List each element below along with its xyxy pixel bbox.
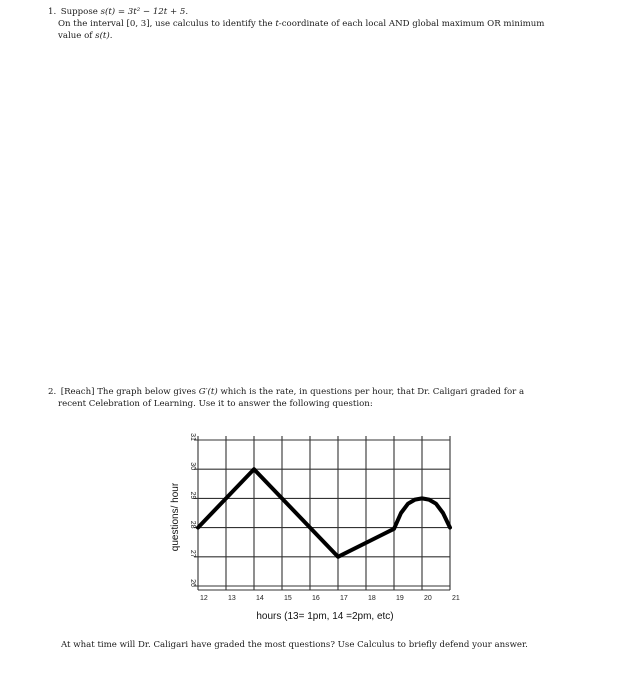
- x-tick-label: 12: [200, 595, 208, 602]
- graph-grid: [194, 436, 450, 590]
- question-1-suffix: -coordinate of each local AND global maximum OR minimum: [278, 19, 545, 29]
- x-tick-label: 20: [424, 595, 432, 602]
- x-tick-label: 17: [340, 595, 348, 602]
- question-2-text-b: which is the rate, in questions per hour, that Dr. Caligari graded for a: [220, 387, 525, 397]
- y-tick-label: 26: [189, 579, 196, 587]
- y-tick-label: 30: [189, 462, 196, 471]
- series-line: [198, 469, 450, 557]
- question-2-line2: recent Celebration of Learning. Use it to answer the following question:: [58, 399, 373, 409]
- y-tick-label: 31: [189, 433, 196, 441]
- graph-series: [198, 469, 450, 557]
- x-tick-label: 21: [452, 595, 460, 602]
- x-tick-label: 15: [284, 595, 292, 602]
- question-1-value-func: s(t): [95, 31, 110, 41]
- question-1-function: s(t) = 3t² − 12t + 5.: [100, 7, 189, 17]
- y-tick-label: 29: [189, 491, 196, 500]
- y-tick-label: 28: [189, 520, 196, 529]
- x-tick-label: 13: [228, 595, 236, 602]
- question-2-func: G′(t): [198, 387, 218, 397]
- question-1-prefix: Suppose: [60, 7, 98, 17]
- question-2-text-a: [Reach] The graph below gives: [60, 387, 196, 397]
- graph-ticks: [189, 433, 460, 602]
- x-tick-label: 14: [256, 595, 264, 602]
- question-1-interval: [0, 3]: [126, 19, 150, 29]
- question-1-number: 1.: [48, 7, 57, 17]
- x-tick-label: 19: [396, 595, 404, 602]
- x-tick-label: 18: [368, 595, 376, 602]
- y-tick-label: 27: [189, 549, 196, 558]
- question-2-number: 2.: [48, 387, 57, 397]
- question-1-variable: t: [275, 19, 279, 29]
- question-1-middle: , use calculus to identify the: [149, 19, 273, 29]
- question-2: [48, 386, 578, 410]
- question-1-value-suffix: .: [109, 31, 113, 41]
- x-axis-title: hours (13= 1pm, 14 =2pm, etc): [256, 611, 394, 622]
- question-1-interval-prefix: On the interval: [58, 19, 124, 29]
- question-1-value-prefix: value of: [58, 31, 93, 41]
- question-1: [48, 6, 578, 42]
- question-2-final: At what time will Dr. Caligari have graded the most questions? Use Calculus to briefly defend your answer.: [61, 640, 528, 650]
- y-axis-title: questions/ hour: [170, 482, 181, 552]
- x-tick-label: 16: [312, 595, 320, 602]
- rate-graph: [160, 430, 460, 630]
